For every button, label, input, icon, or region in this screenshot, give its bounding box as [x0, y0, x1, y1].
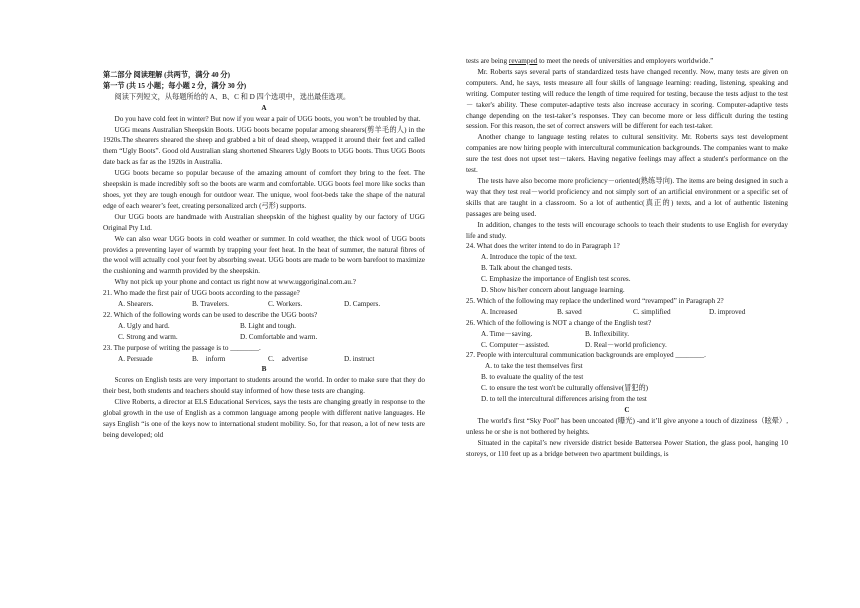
question-21: 21. Who made the first pair of UGG boots according to the passage?: [103, 289, 300, 298]
option-c: C. Computer－assisted.: [481, 340, 550, 349]
subsection-heading: 第一节 (共 15 小题；每小题 2 分，满分 30 分): [103, 81, 247, 90]
option-d: D. to tell the intercultural differences arising from the test: [481, 395, 647, 404]
passage-b-paragraph-4: Another change to language testing relates to cultural sensitivity. Mr. Roberts says test development companies are now hiring people with intercultural communication backgrounds. The companies want to make sure the test does not upset test－takers. Having negative feelings may affect a student's performance on the test.: [466, 133, 788, 175]
option-d: D. Real－world proficiency.: [585, 340, 667, 349]
question-22-options-row-1: [103, 321, 425, 332]
option-b: B. Inflexibility.: [585, 329, 630, 338]
passage-b-paragraph-3: Mr. Roberts says several parts of standardized tests have changed recently. Now, many tests are given on computers. And, he says, tests measure all four skills of language learning: reading, listening, speaking and writing. Computer testing will reduce the length of time required for testing, because the tests adjust to the test － taker's ability. These computer-adaptive tests also increase accuracy in scoring. Computer-adaptive tests change depending on the test-taker’s responses. They can become more or less difficult during the testing session. For this reason, the set of correct answers will be different for each test-taker.: [466, 67, 788, 131]
question-26: 26. Which of the following is NOT a change of the English test?: [466, 318, 652, 327]
option-c: C. Emphasize the importance of English test scores.: [481, 275, 631, 284]
passage-b-paragraph-6: In addition, changes to the tests will encourage schools to teach their students to use English for everyday life and study.: [466, 220, 788, 240]
right-column: [466, 56, 788, 460]
passage-c-label: C: [624, 406, 630, 414]
option-d: D. instruct: [344, 354, 375, 363]
option-a: A. Time－saving.: [481, 329, 533, 338]
option-c: C. advertise: [268, 354, 308, 363]
passage-b-paragraph-5: The tests have also become more proficiency－oriented(熟练导向). The items are being designed in such a way that they test real－world proficiency and not simply sort of an artificial environment or a specific set of skills that are taught in a classroom. So a lot of authentic(真正的) texts, and a lot of authentic listening passages are being used.: [466, 176, 788, 218]
option-a: A. Ugly and hard.: [118, 321, 170, 330]
option-b: B. Talk about the changed tests.: [481, 264, 573, 273]
passage-c-paragraph-1: The world's first “Sky Pool” has been uncoated (曝光) -and it’ll give anyone a touch of dizziness（眩晕）, unless he or she is not bothered by heights.: [466, 416, 788, 436]
question-26-options-row-2: [466, 340, 788, 351]
option-b: B. inform: [192, 354, 226, 363]
question-21-options: [103, 299, 425, 310]
passage-b-paragraph-1: Scores on English tests are very important to students around the world. In order to make sure that they do their best, both students and teachers should stay informed of how these tests are changing.: [103, 376, 425, 396]
option-b: B. Light and tough.: [240, 321, 297, 330]
continued-text-start: tests are being: [466, 57, 509, 65]
passage-b-paragraph-2: Clive Roberts, a director at ELS Educational Services, says the tests are changing greatly in response to the global growth in the use of English as a common language among people with different native languages. He says English “is one of the keys now to international student mobility. So, for that reason, a lot of new tests are being developed; old: [103, 398, 425, 439]
option-d: D. improved: [709, 307, 746, 316]
instruction-text: 阅读下列短文，从每题所给的 A、B、C 和 D 四个选项中，选出最佳选项。: [114, 92, 351, 101]
question-24: 24. What does the writer intend to do in Paragraph 1?: [466, 242, 620, 251]
option-d: D. Comfortable and warm.: [240, 332, 318, 341]
passage-a-paragraph-4: Our UGG boots are handmade with Australian sheepskin of the highest quality by our factory of UGG Original Pty Ltd.: [103, 212, 425, 232]
question-23: 23. The purpose of writing the passage is to ________.: [103, 343, 261, 352]
question-25-options: [466, 307, 788, 318]
option-a: A. Persuade: [118, 354, 153, 363]
passage-a-label: A: [261, 103, 267, 112]
option-b: B. saved: [557, 307, 582, 316]
question-25: 25. Which of the following may replace the underlined word “revamped” in Paragraph 2?: [466, 296, 724, 305]
passage-b-label: B: [261, 365, 267, 374]
question-22-options-row-2: [103, 332, 425, 343]
section-heading: 第二部分 阅读理解 (共两节，满分 40 分): [103, 71, 230, 79]
option-c: C. simplified: [633, 307, 671, 316]
option-c: C. to ensure the test won't be culturally offensive(冒犯的): [481, 384, 649, 393]
option-a: A. to take the test themselves first: [485, 362, 583, 371]
left-column: [103, 70, 425, 441]
passage-a-paragraph-6: Why not pick up your phone and contact us right now at www.uggoriginal.com.au.?: [114, 278, 356, 287]
option-b: B. Travelers.: [192, 300, 229, 309]
passage-a-paragraph-5: We can also wear UGG boots in cold weather or summer. In cold weather, the thick wool of UGG boots provides a preventing layer of warmth by trapping your feet heat. In the heat of summer, the natural fibres of the wool will actually cool your feet by absorbing sweat. UGG boots are made to be worn barefoot to maximize the cushioning and warmth provided by the sheepskin.: [103, 234, 425, 276]
passage-a-paragraph-3: UGG boots became so popular because of the amazing amount of comfort they bring to the feet. The sheepskin is made incredibly soft so the boots are warm and comfortable. UGG boots feel more like socks than shoes, yet they are tough enough for outdoor wear. The unique, wool foot-beds take the shape of the natural edge of each wearer’s feet, creating personalized arch (弓形) supports.: [103, 169, 425, 210]
option-a: A. Increased: [481, 307, 518, 316]
question-23-options: [103, 354, 425, 365]
passage-a-paragraph-1: Do you have cold feet in winter? But now if you wear a pair of UGG boots, you won’t be troubled by that.: [114, 114, 421, 123]
question-26-options-row-1: [466, 329, 788, 340]
passage-b-continued: [466, 56, 788, 67]
option-c: C. Strong and warm.: [118, 332, 178, 341]
question-22: 22. Which of the following words can be used to describe the UGG boots?: [103, 310, 318, 319]
option-b: B. to evaluate the quality of the test: [481, 373, 584, 382]
option-a: A. Introduce the topic of the text.: [481, 253, 577, 262]
option-d: D. Show his/her concern about language learning.: [481, 286, 625, 295]
option-a: A. Shearers.: [118, 300, 154, 309]
passage-c-paragraph-2: Situated in the capital’s new riverside district beside Battersea Power Station, the glass pool, hanging 10 storeys, or 110 feet up as a bridge between two apartment buildings, is: [466, 438, 788, 458]
question-27: 27. People with intercultural communication backgrounds are employed ________.: [466, 351, 706, 360]
continued-text-end: to meet the needs of universities and employers worldwide.”: [537, 57, 714, 65]
passage-a-paragraph-2: UGG means Australian Sheepskin Boots. UGG boots became popular among shearers(剪羊毛的人) in the 1920s.The shearers sheared the sheep and grabbed a bit of dead sheep, wrapped it around their feet and called them “Ugly Boots”. Good old Australian slang shortened Shearers Ugly Boots to UGG boots. Thus UGG Boots date back as far as the 1920s in Australia.: [103, 125, 425, 167]
option-c: C. Workers.: [268, 300, 303, 309]
underlined-word: revamped: [508, 57, 538, 65]
option-d: D. Campers.: [344, 300, 381, 309]
